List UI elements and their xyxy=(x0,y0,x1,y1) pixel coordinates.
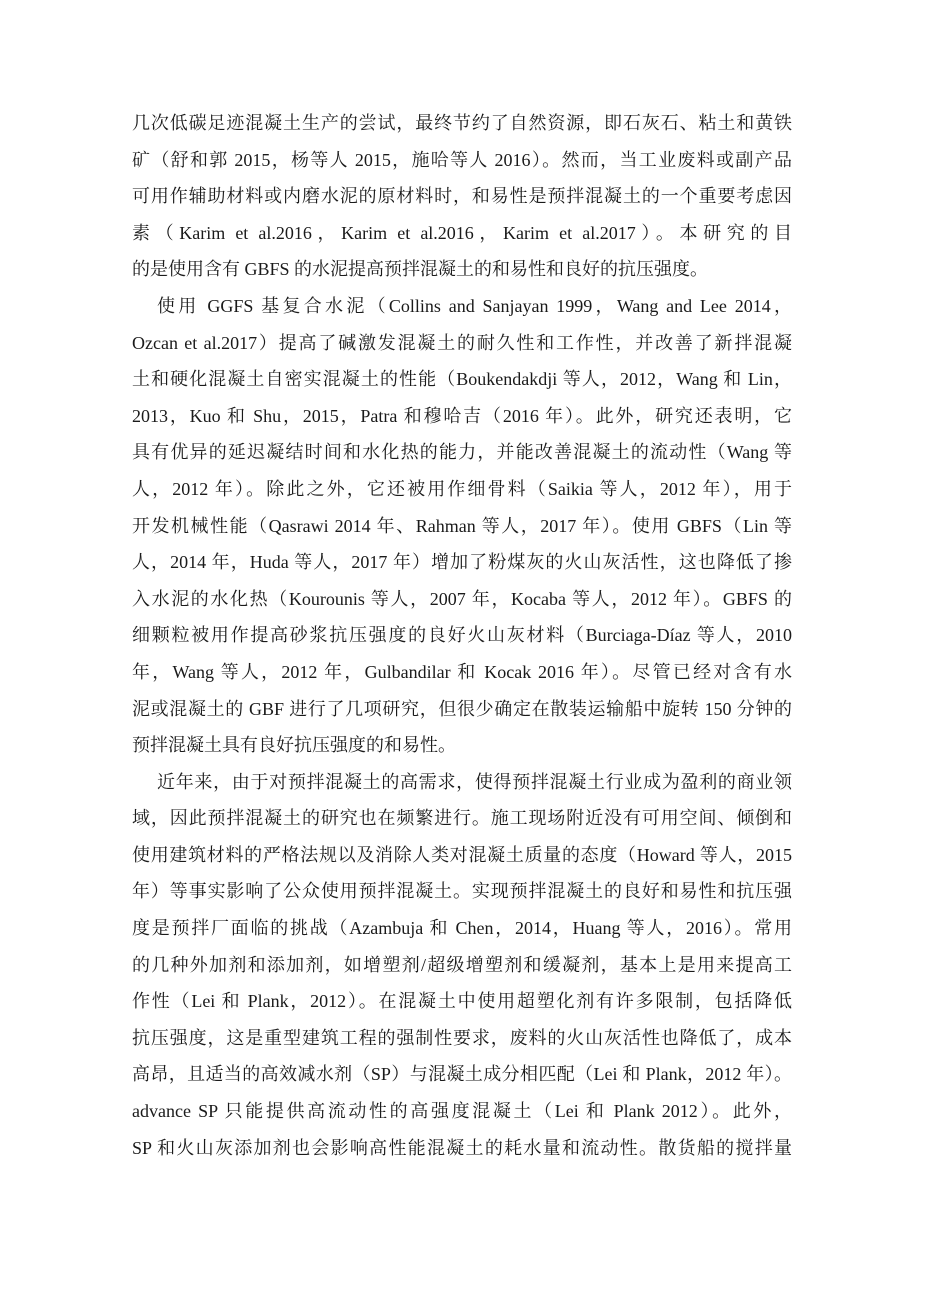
text-line: 泥或混凝土的 GBF 进行了几项研究，但很少确定在散装运输船中旋转 150 分钟的 xyxy=(132,698,792,719)
text-line: 域，因此预拌混凝土的研究也在频繁进行。施工现场附近没有可用空间、倾倒和 xyxy=(132,808,792,829)
paragraph-3 xyxy=(132,764,792,1167)
text-line: 的是使用含有 GBFS 的水泥提高预拌混凝土的和易性和良好的抗压强度。 xyxy=(132,259,709,280)
text-line: 素（Karim et al.2016，Karim et al.2016，Karim et al.2017）。本研究的目 xyxy=(132,222,792,243)
text-line: 2013，Kuo 和 Shu，2015，Patra 和穆哈吉（2016 年）。此外，研究还表明，它 xyxy=(132,405,792,426)
text-line: 开发机械性能（Qasrawi 2014 年、Rahman 等人，2017 年）。使用 GBFS（Lin 等 xyxy=(132,515,792,536)
text-line: 抗压强度，这是重型建筑工程的强制性要求，废料的火山灰活性也降低了，成本 xyxy=(132,1027,792,1048)
text-line: 年）等事实影响了公众使用预拌混凝土。实现预拌混凝土的良好和易性和抗压强 xyxy=(132,881,792,902)
text-line: 近年来，由于对预拌混凝土的高需求，使得预拌混凝土行业成为盈利的商业领 xyxy=(157,771,792,792)
text-line: 使用建筑材料的严格法规以及消除人类对混凝土质量的态度（Howard 等人，2015 xyxy=(132,844,792,865)
text-line: 度是预拌厂面临的挑战（Azambuja 和 Chen，2014，Huang 等人，2016）。常用 xyxy=(132,918,792,939)
text-line: 预拌混凝土具有良好抗压强度的和易性。 xyxy=(132,735,456,756)
text-line: 具有优异的延迟凝结时间和水化热的能力，并能改善混凝土的流动性（Wang 等 xyxy=(132,442,792,463)
paragraph-1 xyxy=(132,105,792,288)
text-line: 人，2012 年）。除此之外，它还被用作细骨料（Saikia 等人，2012 年），用于 xyxy=(132,478,792,499)
text-line: 人，2014 年，Huda 等人，2017 年）增加了粉煤灰的火山灰活性，这也降低了掺 xyxy=(132,552,792,573)
text-line: 矿（舒和郭 2015，杨等人 2015，施哈等人 2016）。然而，当工业废料或副产品 xyxy=(132,149,792,170)
paragraph-2 xyxy=(132,288,792,764)
text-line: 入水泥的水化热（Kourounis 等人，2007 年，Kocaba 等人，2012 年）。GBFS 的 xyxy=(132,588,792,609)
text-line: 细颗粒被用作提高砂浆抗压强度的良好火山灰材料（Burciaga-Díaz 等人，2010 xyxy=(132,625,792,646)
text-line: SP 和火山灰添加剂也会影响高性能混凝土的耗水量和流动性。散货船的搅拌量 xyxy=(132,1137,792,1158)
text-line: 土和硬化混凝土自密实混凝土的性能（Boukendakdji 等人，2012，Wang 和 Lin， xyxy=(132,369,792,390)
document-text-block xyxy=(132,105,792,1166)
text-line: 的几种外加剂和添加剂，如增塑剂/超级增塑剂和缓凝剂，基本上是用来提高工 xyxy=(132,954,792,975)
text-line: advance SP 只能提供高流动性的高强度混凝土（Lei 和 Plank 2012）。此外， xyxy=(132,1101,792,1122)
text-line: 几次低碳足迹混凝土生产的尝试，最终节约了自然资源，即石灰石、粘土和黄铁 xyxy=(132,113,792,133)
text-line: Ozcan et al.2017）提高了碱激发混凝土的耐久性和工作性，并改善了新拌混凝 xyxy=(132,332,792,353)
text-line: 年，Wang 等人，2012 年，Gulbandilar 和 Kocak 2016 年）。尽管已经对含有水 xyxy=(132,661,792,682)
text-line: 作性（Lei 和 Plank，2012）。在混凝土中使用超塑化剂有许多限制，包括降低 xyxy=(132,991,792,1012)
text-line: 高昂，且适当的高效减水剂（SP）与混凝土成分相匹配（Lei 和 Plank，2012 年）。 xyxy=(132,1064,792,1085)
text-line: 可用作辅助材料或内磨水泥的原材料时，和易性是预拌混凝土的一个重要考虑因 xyxy=(132,186,792,207)
text-line: 使用 GGFS 基复合水泥（Collins and Sanjayan 1999，Wang and Lee 2014， xyxy=(157,295,792,316)
